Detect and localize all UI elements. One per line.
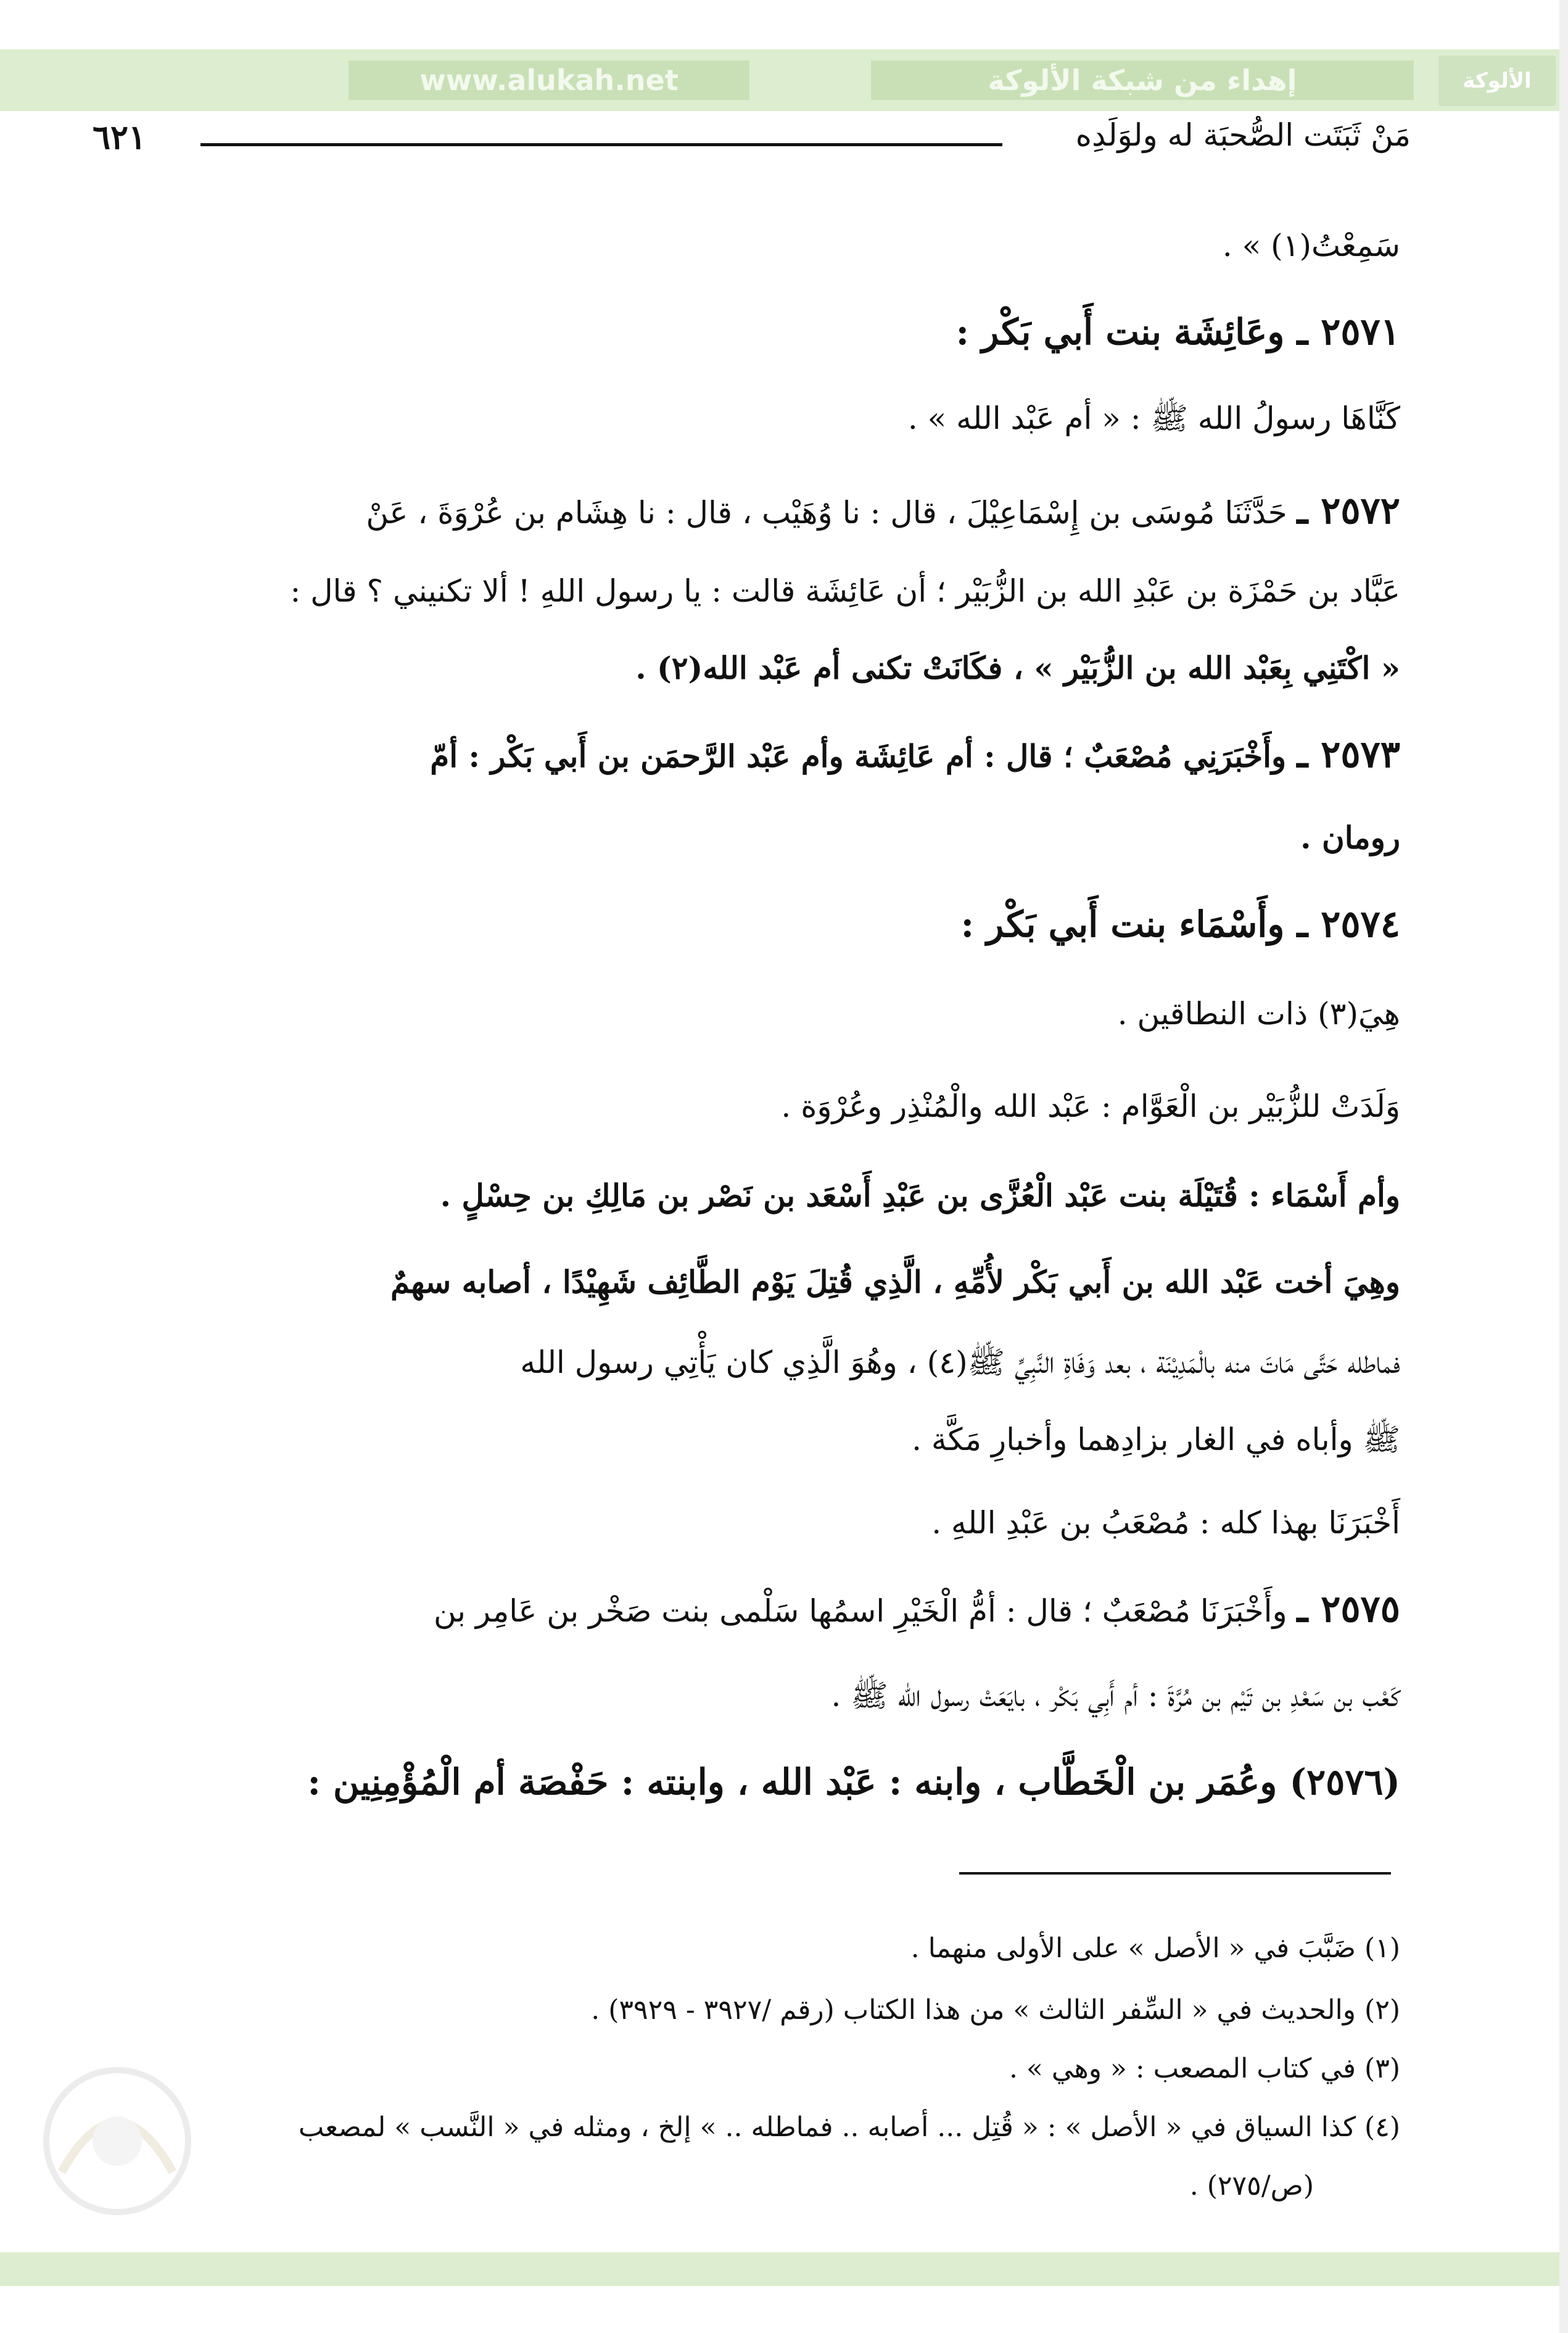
running-title: مَنْ ثَبَتَت الصُّحبَة له ولوَلَدِه [1075, 117, 1411, 153]
text-line: أَخْبَرَنَا بهذا كله : مُصْعَبُ بن عَبْدِ اللهِ . [931, 1505, 1400, 1541]
text-line: عَبَّاد بن حَمْزَة بن عَبْدِ الله بن الزُّبَيْر ؛ أن عَائِشَة قالت : يا رسول اللهِ ! ألا تكنيني ؟ قال : [290, 573, 1400, 609]
entry-number: ٢٥٧٢ ـ [1297, 489, 1400, 532]
text-line: سَمِعْتُ(١) » . [1222, 228, 1400, 263]
corner-watermark-logo [25, 2049, 210, 2227]
text-line: كَعْب بن سَعْدِ بن تَيْم بن مُرَّةَ : أم أَبِي بَكْر ، بايَعَتْ رسول الله ﷺ . [831, 1678, 1400, 1713]
entry-text: وأَخْبَرَنِي مُصْعَبٌ ؛ قال : أم عَائِشَة وأم عَبْد الرَّحمَن بن أَبي بَكْر : أمّ [430, 738, 1287, 774]
text-line: وَلَدَتْ للزُّبَيْر بن الْعَوَّام : عَبْد الله والْمُنْذِر وعُرْوَة . [781, 1088, 1400, 1124]
text-line: وهِيَ أخت عَبْد الله بن أَبي بَكْر لأُمِّهِ ، الَّذِي قُتِلَ يَوْم الطَّائِف شَهِيْدًا ، أصابه سهمٌ [390, 1264, 1400, 1300]
text-line: فماطله حَتَّى مَاتَ منه بالْمَدِيْنَة ، بعد وَفَاةِ النَّبِيِّ ﷺ(٤) ، وهُوَ الَّذِي كان يَأْتِي رسول الله [520, 1345, 1400, 1380]
text-line: رومان . [1300, 819, 1400, 856]
text-line: وأم أَسْمَاء : قُتَيْلَة بنت عَبْد الْعُزَّى بن عَبْدِ أَسْعَد بن نَصْر بن مَالِكِ بن حِسْلٍ . [440, 1177, 1400, 1214]
entry-number: ٢٥٧٣ ـ [1297, 733, 1400, 776]
banner-site-text: إهداء من شبكة الألوكة [871, 60, 1414, 100]
entry-heading: وأَسْمَاء بنت أَبي بَكْر : [960, 903, 1285, 945]
entry-number: ٢٥٧١ ـ [1297, 310, 1400, 354]
footnote: (٤) كذا السياق في « الأصل » : « قُتِل ... أصابه .. فماطله .. » إلخ ، ومثله في « النَّسب » لمصعب [298, 2111, 1400, 2143]
text-line: « اكْتَنِي بِعَبْد الله بن الزُّبَيْر » ، فكَانَتْ تكنى أم عَبْد الله(٢) . [635, 650, 1400, 686]
footnote: (٣) في كتاب المصعب : « وهي » . [1009, 2053, 1400, 2084]
entry-number: ٢٥٧٤ ـ [1297, 903, 1400, 946]
page-number: ٦٢١ [93, 117, 147, 157]
entry-2576: (٢٥٧٦) وعُمَر بن الْخَطَّاب ، وابنه : عَبْد الله ، وابنته : حَفْصَة أم الْمُؤْمِنِين : [307, 1761, 1400, 1803]
entry-text: وأَخْبَرَنَا مُصْعَبٌ ؛ قال : أمُّ الْخَيْرِ اسمُها سَلْمى بنت صَخْر بن عَامِر بن [434, 1593, 1287, 1629]
footnote: (٢) والحديث في « السِّفر الثالث » من هذا الكتاب (رقم /٣٩٢٧ - ٣٩٢٩) . [591, 1994, 1400, 2026]
text-line: هِيَ(٣) ذات النطاقين . [1117, 996, 1400, 1032]
footnotes [80, 0, 1400, 2252]
entry-number: ٢٥٧٥ ـ [1297, 1588, 1400, 1631]
text-line: ﷺ وأباه في الغار بزادِهما وأخبارِ مَكَّة . [912, 1422, 1400, 1457]
footnote: (١) ضَبَّبَ في « الأصل » على الأولى منهما . [910, 1933, 1400, 1964]
text-line: كَنَّاهَا رسولُ الله ﷺ : « أم عَبْد الله » . [907, 400, 1400, 436]
bottom-band [0, 2252, 1568, 2286]
footnote: (ص/٢٧٥) . [1189, 2170, 1314, 2202]
entry-heading: وعَائِشَة بنت أَبي بَكْر : [955, 311, 1285, 353]
banner-url[interactable]: www.alukah.net [349, 60, 749, 100]
entry-text: حَدَّثَنَا مُوسَى بن إِسْمَاعِيْلَ ، قال : نا وُهَيْب ، قال : نا هِشَام بن عُرْوَةَ ، عَنْ [366, 495, 1287, 531]
alukah-logo: الألوكة [1438, 56, 1556, 106]
page-edge [1559, 0, 1568, 2333]
